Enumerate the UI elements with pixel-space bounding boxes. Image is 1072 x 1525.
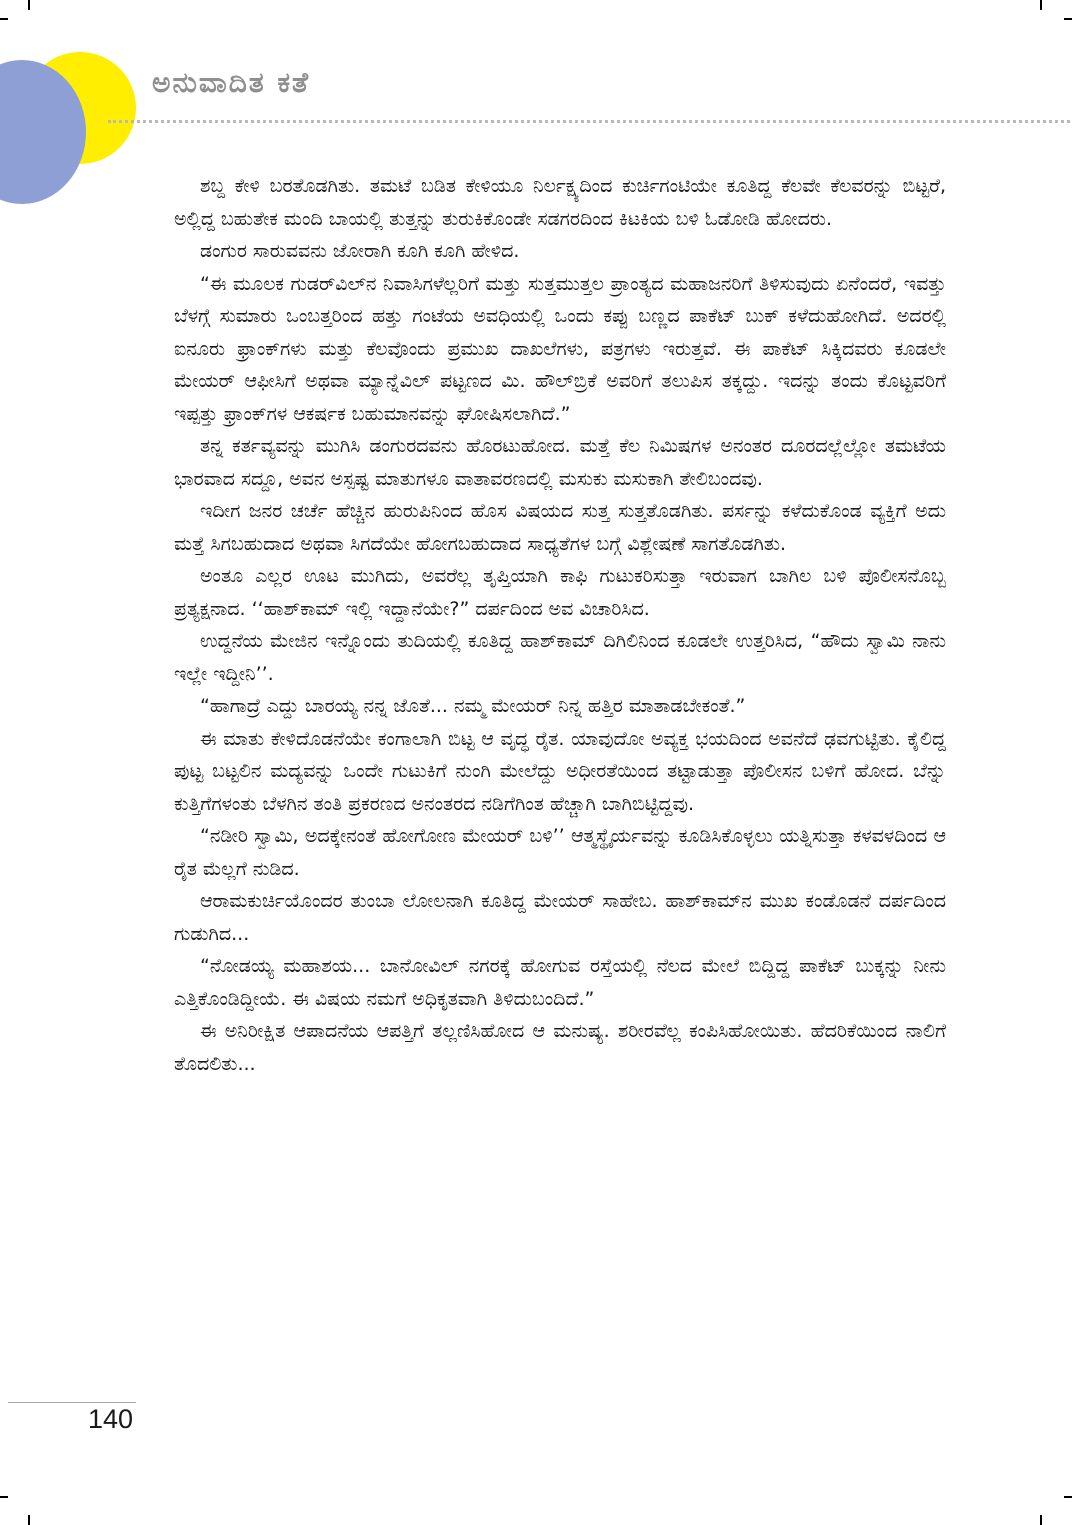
- paragraph: ಡಂಗುರ ಸಾರುವವನು ಜೋರಾಗಿ ಕೂಗಿ ಕೂಗಿ ಹೇಳಿದ.: [200, 240, 520, 262]
- paragraph: ತನ್ನ ಕರ್ತವ್ಯವನ್ನು ಮುಗಿಸಿ ಡಂಗುರದವನು ಹೊರಟುಹೋದ. ಮತ್ತೆ ಕೆಲ ನಿಮಿಷಗಳ ಅನಂತರ ದೂರದಲ್ಲೆಲ್ಲೋ ತಮಟೆಯ ಭಾರವಾದ ಸದ್ದೂ, ಅವನ ಅಸ್ಪಷ್ಟ ಮಾತುಗಳೂ ವಾತಾವರಣದಲ್ಲಿ ಮಸುಕು ಮಸುಕಾಗಿ ತೇಲಿಬಂದವು.: [174, 435, 946, 490]
- paragraph: ಶಬ್ದ ಕೇಳಿ ಬರತೊಡಗಿತು. ತಮಟೆ ಬಡಿತ ಕೇಳಿಯೂ ನಿರ್ಲಕ್ಷ್ಯದಿಂದ ಕುರ್ಚಿಗಂಟಿಯೇ ಕೂತಿದ್ದ ಕೆಲವೇ ಕೆಲವರನ್ನು ಬಿಟ್ಟರೆ, ಅಲ್ಲಿದ್ದ ಬಹುತೇಕ ಮಂದಿ ಬಾಯಲ್ಲಿ ತುತ್ತನ್ನು ತುರುಕಿಕೊಂಡೇ ಸಡಗರದಿಂದ ಕಿಟಕಿಯ ಬಳಿ ಓಡೋಡಿ ಹೋದರು.: [174, 175, 946, 230]
- crop-mark: [1040, 0, 1042, 10]
- paragraph: ಉದ್ದನೆಯ ಮೇಜಿನ ಇನ್ನೊಂದು ತುದಿಯಲ್ಲಿ ಕೂತಿದ್ದ ಹಾಶ್‌ಕಾಮ್ ದಿಗಿಲಿನಿಂದ ಕೂಡಲೇ ಉತ್ತರಿಸಿದ, “ಹೌದು ಸ್ವಾಮಿ ನಾನು ಇಲ್ಲೇ ಇದ್ದೀನಿ’’.: [174, 630, 946, 685]
- crop-mark: [28, 1515, 30, 1525]
- header-dotted-divider: [108, 120, 1070, 123]
- paragraph: “ನಡೀರಿ ಸ್ವಾಮಿ, ಅದಕ್ಕೇನಂತೆ ಹೋಗೋಣ ಮೇಯರ್ ಬಳಿ’’ ಆತ್ಮಸ್ಥೈರ್ಯವನ್ನು ಕೂಡಿಸಿಕೊಳ್ಳಲು ಯತ್ನಿಸುತ್ತಾ ಕಳವಳದಿಂದ ಆ ರೈತ ಮೆಲ್ಲಗೆ ನುಡಿದ.: [174, 825, 946, 880]
- paragraph: “ಈ ಮೂಲಕ ಗುಡರ್‌ವಿಲ್‌ನ ನಿವಾಸಿಗಳೆಲ್ಲರಿಗೆ ಮತ್ತು ಸುತ್ತಮುತ್ತಲ ಪ್ರಾಂತ್ಯದ ಮಹಾಜನರಿಗೆ ತಿಳಿಸುವುದು ಏನೆಂದರೆ, ಇವತ್ತು ಬೆಳಗ್ಗೆ ಸುಮಾರು ಒಂಬತ್ತರಿಂದ ಹತ್ತು ಗಂಟೆಯ ಅವಧಿಯಲ್ಲಿ ಒಂದು ಕಪ್ಪು ಬಣ್ಣದ ಪಾಕೆಟ್ ಬುಕ್ ಕಳೆದುಹೋಗಿದೆ. ಅದರಲ್ಲಿ ಐನೂರು ಫ್ರಾಂಕ್‌ಗಳು ಮತ್ತು ಕೆಲವೊಂದು ಪ್ರಮುಖ ದಾಖಲೆಗಳು, ಪತ್ರಗಳು ಇರುತ್ತವೆ. ಈ ಪಾಕೆಟ್ ಸಿಕ್ಕಿದವರು ಕೂಡಲೇ ಮೇಯರ್ ಆಫೀಸಿಗೆ ಅಥವಾ ಮ್ಯಾನ್ನೆವಿಲ್ ಪಟ್ಟಣದ ಮಿ. ಹೌಲ್‌ಬ್ರಿಕೆ ಅವರಿಗೆ ತಲುಪಿಸ ತಕ್ಕದ್ದು. ಇದನ್ನು ತಂದು ಕೊಟ್ಟವರಿಗೆ ಇಪ್ಪತ್ತು ಫ್ರಾಂಕ್‌ಗಳ ಆಕರ್ಷಕ ಬಹುಮಾನವನ್ನು ಘೋಷಿಸಲಾಗಿದೆ.”: [174, 272, 946, 425]
- page-number: 140: [88, 1404, 134, 1434]
- paragraph: “ನೋಡಯ್ಯ ಮಹಾಶಯ... ಬಾನೋವಿಲ್ ನಗರಕ್ಕೆ ಹೋಗುವ ರಸ್ತೆಯಲ್ಲಿ ನೆಲದ ಮೇಲೆ ಬಿದ್ದಿದ್ದ ಪಾಕೆಟ್ ಬುಕ್ಕನ್ನು ನೀನು ಎತ್ತಿಕೊಂಡಿದ್ದೀಯೆ. ಈ ವಿಷಯ ನಮಗೆ ಅಧಿಕೃತವಾಗಿ ತಿಳಿದುಬಂದಿದೆ.”: [174, 955, 946, 1010]
- story-body: [174, 170, 946, 1080]
- section-title: ಅನುವಾದಿತ ಕತೆ: [152, 66, 311, 99]
- paragraph: ಇದೀಗ ಜನರ ಚರ್ಚೆ ಹೆಚ್ಚಿನ ಹುರುಪಿನಿಂದ ಹೊಸ ವಿಷಯದ ಸುತ್ತ ಸುತ್ತತೊಡಗಿತು. ಪರ್ಸನ್ನು ಕಳೆದುಕೊಂಡ ವ್ಯಕ್ತಿಗೆ ಅದು ಮತ್ತೆ ಸಿಗಬಹುದಾದ ಅಥವಾ ಸಿಗದೆಯೇ ಹೋಗಬಹುದಾದ ಸಾಧ್ಯತೆಗಳ ಬಗ್ಗೆ ವಿಶ್ಲೇಷಣೆ ಸಾಗತೊಡಗಿತು.: [174, 500, 946, 555]
- crop-mark: [1064, 18, 1072, 20]
- paragraph: “ಹಾಗಾದ್ರೆ ಎದ್ದು ಬಾರಯ್ಯ ನನ್ನ ಜೊತೆ... ನಮ್ಮ ಮೇಯರ್ ನಿನ್ನ ಹತ್ತಿರ ಮಾತಾಡಬೇಕಂತೆ.”: [200, 695, 746, 717]
- crop-mark: [1040, 1515, 1042, 1525]
- paragraph: ಈ ಅನಿರೀಕ್ಷಿತ ಆಪಾದನೆಯ ಆಪತ್ತಿಗೆ ತಲ್ಲಣಿಸಿಹೋದ ಆ ಮನುಷ್ಯ. ಶರೀರವೆಲ್ಲ ಕಂಪಿಸಿಹೋಯಿತು. ಹೆದರಿಕೆಯಿಂದ ನಾಲಿಗೆ ತೊದಲಿತು...: [174, 1020, 946, 1075]
- crop-mark: [0, 1496, 8, 1498]
- crop-mark: [0, 18, 8, 20]
- crop-mark: [28, 0, 30, 10]
- paragraph: ಆರಾಮಕುರ್ಚಿಯೊಂದರ ತುಂಬಾ ಲೋಲನಾಗಿ ಕೂತಿದ್ದ ಮೇಯರ್ ಸಾಹೇಬ. ಹಾಶ್‌ಕಾಮ್‌ನ ಮುಖ ಕಂಡೊಡನೆ ದರ್ಪದಿಂದ ಗುಡುಗಿದ...: [174, 890, 946, 945]
- footer-divider: [8, 1402, 136, 1403]
- paragraph: ಈ ಮಾತು ಕೇಳಿದೊಡನೆಯೇ ಕಂಗಾಲಾಗಿ ಬಿಟ್ಟ ಆ ವೃದ್ಧ ರೈತ. ಯಾವುದೋ ಅವ್ಯಕ್ತ ಭಯದಿಂದ ಅವನೆದೆ ಢವಗುಟ್ಟಿತು. ಕೈಲಿದ್ದ ಪುಟ್ಟ ಬಟ್ಟಲಿನ ಮದ್ಯವನ್ನು ಒಂದೇ ಗುಟುಕಿಗೆ ನುಂಗಿ ಮೇಲೆದ್ದು ಅಧೀರತೆಯಿಂದ ತಟ್ಟಾಡುತ್ತಾ ಪೊಲೀಸನ ಬಳಿಗೆ ಹೋದ. ಬೆನ್ನು ಕುತ್ತಿಗೆಗಳಂತು ಬೆಳಗಿನ ತಂತಿ ಪ್ರಕರಣದ ಅನಂತರದ ನಡಿಗೆಗಿಂತ ಹೆಚ್ಚಾಗಿ ಬಾಗಿಬಿಟ್ಟಿದ್ದವು.: [174, 727, 946, 815]
- crop-mark: [1064, 1496, 1072, 1498]
- paragraph: ಅಂತೂ ಎಲ್ಲರ ಊಟ ಮುಗಿದು, ಅವರೆಲ್ಲ ತೃಪ್ತಿಯಾಗಿ ಕಾಫಿ ಗುಟುಕರಿಸುತ್ತಾ ಇರುವಾಗ ಬಾಗಿಲ ಬಳಿ ಪೊಲೀಸನೊಬ್ಬ ಪ್ರತ್ಯಕ್ಷನಾದ. ‘‘ಹಾಶ್‌ಕಾಮ್ ಇಲ್ಲಿ ಇದ್ದಾನೆಯೇ?” ದರ್ಪದಿಂದ ಅವ ವಿಚಾರಿಸಿದ.: [174, 565, 946, 620]
